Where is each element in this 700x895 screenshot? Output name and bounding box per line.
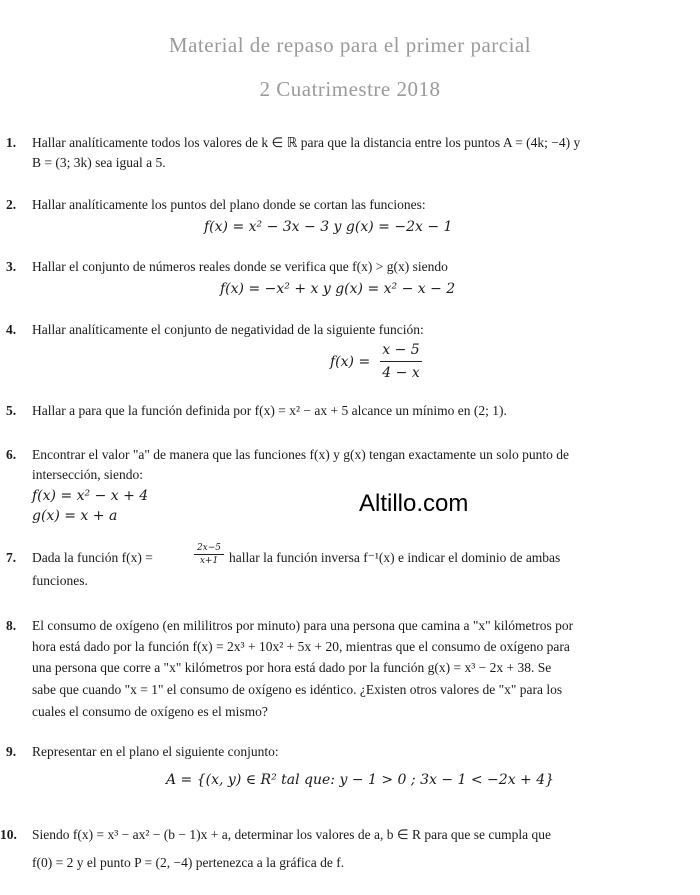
fraction-numerator: 2x−5 bbox=[196, 543, 222, 553]
fraction-bar bbox=[380, 361, 422, 362]
problem-text-line: Hallar el conjunto de números reales donde se verifica que f(x) > g(x) siendo bbox=[32, 259, 448, 274]
watermark: Altillo.com bbox=[359, 490, 469, 517]
formula: f(x) = x² − x + 4 bbox=[32, 488, 149, 504]
page-subtitle: 2 Cuatrimestre 2018 bbox=[259, 77, 441, 101]
problem-text-line: una persona que corre a "x" kilómetros por hora está dado por la función g(x) = x³ − 2x + 38. Se bbox=[32, 660, 552, 675]
problem-number: 2. bbox=[6, 197, 17, 212]
problem-text-line: cuales el consumo de oxígeno es el mismo? bbox=[32, 704, 268, 719]
problem-text-line: Hallar analíticamente el conjunto de negatividad de la siguiente función: bbox=[32, 322, 424, 337]
problem-text-line: funciones. bbox=[32, 573, 88, 588]
problem-number: 6. bbox=[6, 447, 17, 462]
problem-text-line: Dada la función f(x) = bbox=[32, 550, 153, 565]
problem-number: 1. bbox=[6, 135, 17, 150]
problem-text-line: Representar en el plano el siguiente conjunto: bbox=[32, 744, 279, 759]
problem-text-line: Siendo f(x) = x³ − ax² − (b − 1)x + a, determinar los valores de a, b ∈ R para que se cumpla que bbox=[32, 827, 552, 842]
problem-text-line: f(0) = 2 y el punto P = (2, −4) pertenezca a la gráfica de f. bbox=[32, 855, 345, 870]
problem-number: 8. bbox=[6, 618, 17, 633]
formula-lhs: f(x) = bbox=[330, 354, 371, 370]
page-title: Material de repaso para el primer parcial bbox=[168, 33, 532, 57]
problem-text-line: El consumo de oxígeno (en mililitros por minuto) para una persona que camina a "x" kilómetros por bbox=[32, 618, 574, 633]
problem-text-line: hora está dado por la función f(x) = 2x³ + 10x² + 5x + 20, mientras que el consumo de oxígeno para bbox=[32, 639, 570, 654]
fraction-numerator: x − 5 bbox=[382, 342, 420, 358]
problem-text-line: sabe que cuando "x = 1" el consumo de oxígeno es idéntico. ¿Existen otros valores de "x" para los bbox=[32, 682, 563, 697]
problem-text-line: Hallar analíticamente todos los valores de k ∈ ℝ para que la distancia entre los puntos A = (4k; −4) y bbox=[32, 135, 581, 150]
problem-number: 7. bbox=[6, 550, 17, 565]
formula: A = {(x, y) ∈ R² tal que: y − 1 > 0 ; 3x − 1 < −2x + 4} bbox=[166, 772, 555, 788]
problem-text-line: Hallar a para que la función definida por f(x) = x² − ax + 5 alcance un mínimo en (2; 1). bbox=[32, 403, 507, 418]
formula-fraction bbox=[194, 543, 224, 566]
problem-number: 9. bbox=[6, 744, 17, 759]
formula: f(x) = x² − 3x − 3 y g(x) = −2x − 1 bbox=[204, 219, 453, 235]
problem-text-line: Hallar analíticamente los puntos del plano donde se cortan las funciones: bbox=[32, 197, 426, 212]
fraction-bar bbox=[194, 554, 224, 555]
formula: f(x) = −x² + x y g(x) = x² − x − 2 bbox=[220, 281, 456, 297]
problem-number: 3. bbox=[6, 259, 17, 274]
problem-number: 10. bbox=[0, 827, 17, 842]
problem-text-line: B = (3; 3k) sea igual a 5. bbox=[32, 155, 166, 170]
fraction-denominator: 4 − x bbox=[382, 365, 420, 381]
fraction-denominator: x+1 bbox=[199, 556, 219, 566]
problem-number: 5. bbox=[6, 403, 17, 418]
formula: g(x) = x + a bbox=[32, 508, 118, 524]
problem-text-line: Encontrar el valor "a" de manera que las funciones f(x) y g(x) tengan exactamente un solo punto de bbox=[32, 447, 569, 462]
problem-text-line: intersección, siendo: bbox=[32, 467, 143, 482]
formula-fraction bbox=[380, 342, 422, 381]
problem-text-line: hallar la función inversa f⁻¹(x) e indicar el dominio de ambas bbox=[229, 550, 561, 565]
problem-number: 4. bbox=[6, 322, 17, 337]
